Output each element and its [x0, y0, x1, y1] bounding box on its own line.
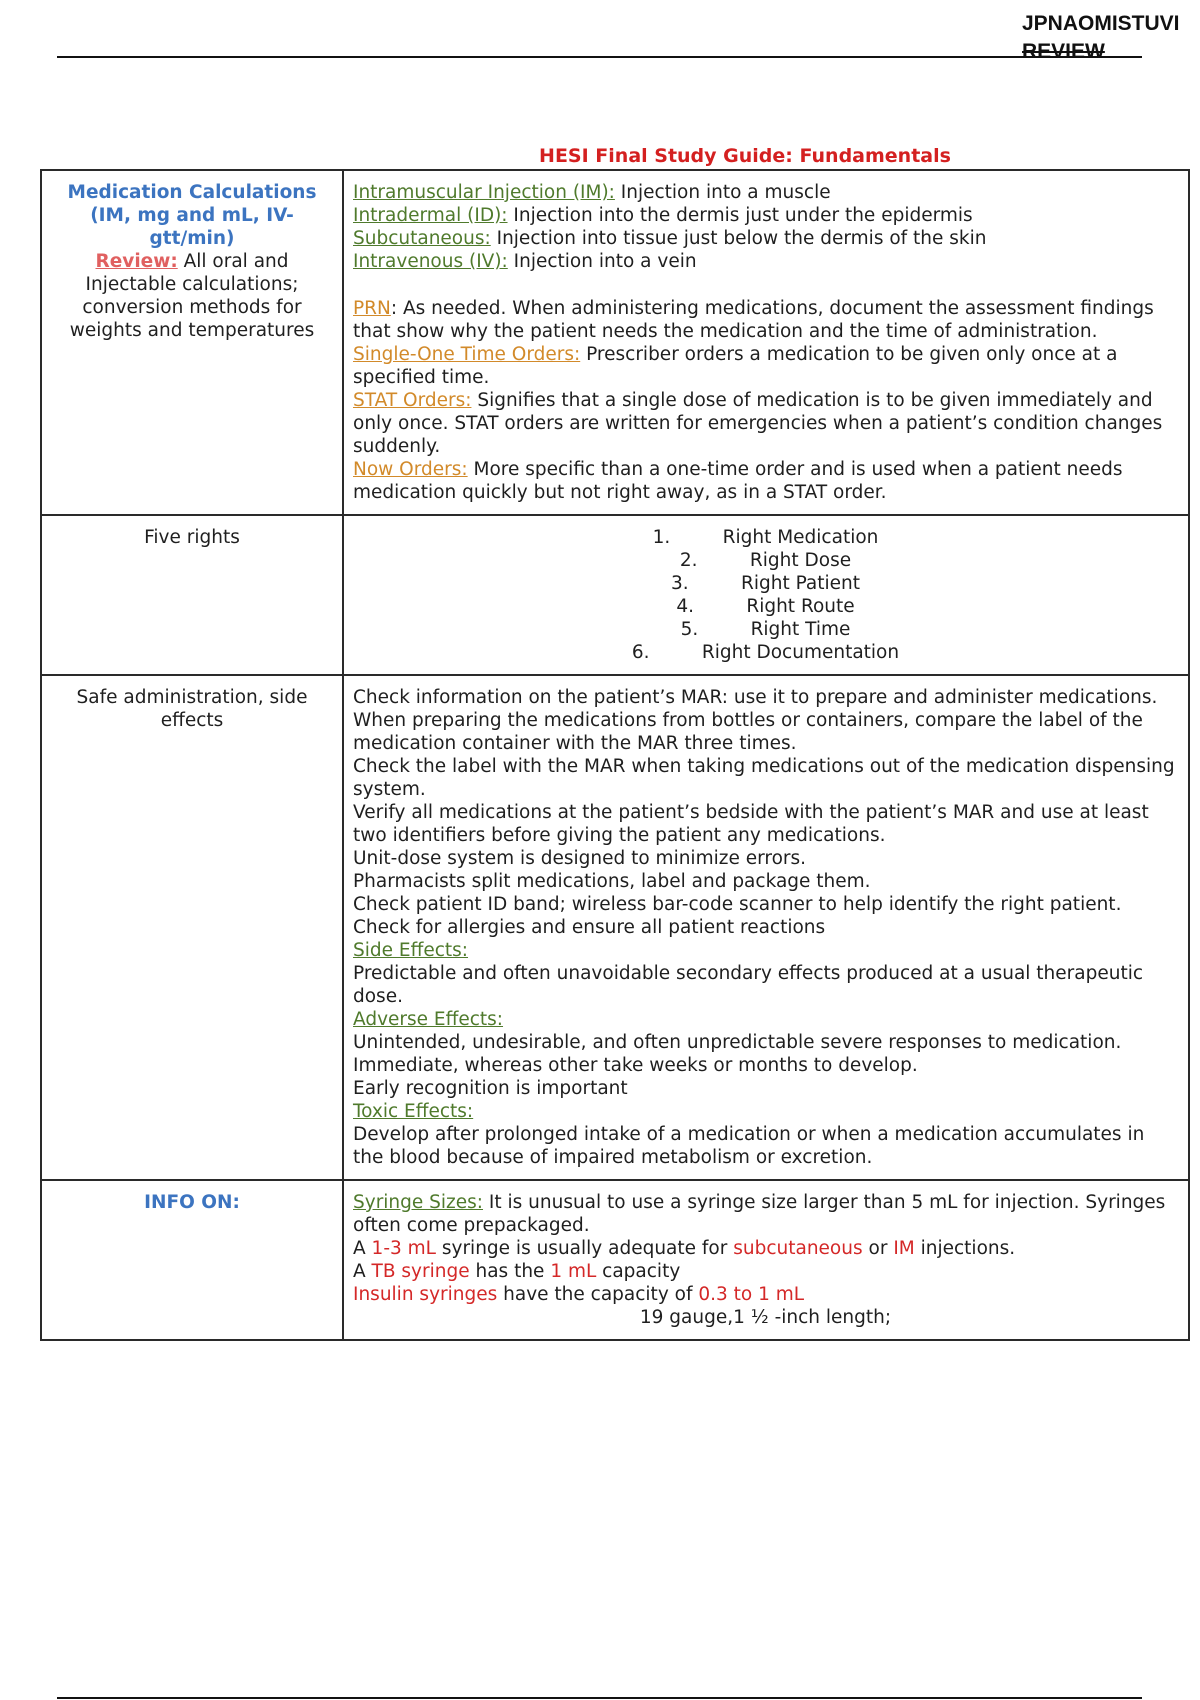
- list-label: Right Documentation: [701, 642, 900, 663]
- text-line: Pharmacists split medications, label and package them.: [353, 871, 871, 892]
- five-rights-list: [343, 515, 1189, 675]
- route-item: [353, 227, 1178, 250]
- row1-right-cell: [343, 170, 1189, 515]
- text-span: capacity: [596, 1261, 681, 1282]
- syringe-line-2: [353, 1237, 1178, 1260]
- toxic-effects-label: Toxic Effects:: [353, 1101, 474, 1122]
- study-guide-table: [40, 169, 1190, 1341]
- route-def: Injection into a muscle: [614, 182, 831, 203]
- header-brand: [1022, 10, 1180, 66]
- text-span: have the capacity of: [497, 1284, 699, 1305]
- review-text: All oral and Injectable calculations; conversion methods for weights and temperatures: [69, 251, 315, 341]
- route-term: Subcutaneous:: [353, 228, 491, 249]
- table-row-five-rights: [41, 515, 1189, 675]
- list-label: Right Patient: [740, 573, 860, 594]
- order-item: [353, 458, 1178, 504]
- order-term: STAT Orders:: [353, 390, 472, 411]
- list-label: Right Time: [750, 619, 851, 640]
- brand-line-1: JPNAOMISTUVI: [1022, 12, 1180, 35]
- gauge-line: 19 gauge,1 ½ -inch length;: [639, 1307, 892, 1328]
- review-label: Review:: [95, 251, 178, 272]
- list-number: 2.: [679, 550, 698, 571]
- text-line: When preparing the medications from bottles or containers, compare the label of the medication container with the MAR three times.: [353, 710, 1143, 754]
- highlight-span: 0.3 to 1 mL: [698, 1284, 805, 1305]
- list-item: [353, 572, 1178, 595]
- list-item: [353, 618, 1178, 641]
- row4-right-cell: [343, 1180, 1189, 1340]
- text-span: or: [862, 1238, 894, 1259]
- highlight-span: TB syringe: [371, 1261, 470, 1282]
- adverse-effects-line: Immediate, whereas other take weeks or months to develop.: [353, 1055, 918, 1076]
- document-title: HESI Final Study Guide: Fundamentals: [539, 145, 951, 167]
- route-item: [353, 181, 1178, 204]
- route-def: Injection into tissue just below the dermis of the skin: [490, 228, 987, 249]
- side-effects-text: Predictable and often unavoidable secondary effects produced at a usual therapeutic dose.: [353, 963, 1144, 1007]
- route-def: Injection into a vein: [507, 251, 697, 272]
- list-item: [353, 526, 1178, 549]
- text-span: syringe is usually adequate for: [435, 1238, 734, 1259]
- footer-rule: [57, 1697, 1142, 1699]
- list-item: [353, 549, 1178, 572]
- table-row-medication-calculations: [41, 170, 1189, 515]
- list-number: 5.: [680, 619, 699, 640]
- text-line: Verify all medications at the patient’s bedside with the patient’s MAR and use at least two identifiers before giving the patient any medications.: [353, 802, 1149, 846]
- list-item: [353, 641, 1178, 664]
- order-item: [353, 343, 1178, 389]
- text-span: injections.: [914, 1238, 1016, 1259]
- brand-line-2: REVIEW: [1022, 40, 1105, 63]
- order-item: [353, 389, 1178, 458]
- list-number: 6.: [631, 642, 650, 663]
- table-row-info-on: [41, 1180, 1189, 1340]
- highlight-span: Insulin syringes: [353, 1284, 498, 1305]
- review-note: [48, 250, 336, 342]
- text-span: has the: [469, 1261, 551, 1282]
- list-number: 1.: [652, 527, 671, 548]
- table-row-safe-administration: [41, 675, 1189, 1180]
- syringe-line-3: [353, 1260, 1178, 1283]
- text-line: Check patient ID band; wireless bar-code scanner to help identify the right patient.: [353, 894, 1122, 915]
- syringe-sizes-text: It is unusual to use a syringe size larger than 5 mL for injection. Syringes often come prepackaged.: [353, 1192, 1166, 1236]
- route-term: Intramuscular Injection (IM):: [353, 182, 615, 203]
- text-line: Check for allergies and ensure all patient reactions: [353, 917, 826, 938]
- order-term: Now Orders:: [353, 459, 468, 480]
- list-number: 4.: [676, 596, 694, 617]
- toxic-effects-text: Develop after prolonged intake of a medication or when a medication accumulates in the blood because of impaired metabolism or excretion.: [353, 1124, 1145, 1168]
- route-term: Intradermal (ID):: [353, 205, 508, 226]
- list-label: Right Route: [746, 596, 855, 617]
- row2-left-cell: Five rights: [41, 515, 343, 675]
- order-def: : As needed. When administering medications, document the assessment findings that show why the patient needs the medication and the time of administration.: [353, 298, 1154, 342]
- row1-left-cell: [41, 170, 343, 515]
- text-line: Unit-dose system is designed to minimize errors.: [353, 848, 807, 869]
- text-line: Check the label with the MAR when taking medications out of the medication dispensing system.: [353, 756, 1175, 800]
- row4-left-cell: [41, 1180, 343, 1340]
- row3-right-cell: [343, 675, 1189, 1180]
- list-label: Right Dose: [749, 550, 852, 571]
- list-label: Right Medication: [722, 527, 879, 548]
- order-def: Signifies that a single dose of medication is to be given immediately and only once. STAT orders are written for emergencies when a patient’s condition changes suddenly.: [353, 390, 1163, 457]
- text-span: A: [353, 1261, 372, 1282]
- adverse-effects-label: Adverse Effects:: [353, 1009, 504, 1030]
- route-def: Injection into the dermis just under the epidermis: [507, 205, 973, 226]
- highlight-span: 1-3 mL: [371, 1238, 436, 1259]
- order-def: More specific than a one-time order and is used when a patient needs medication quickly but not right away, as in a STAT order.: [353, 459, 1123, 503]
- side-effects-label: Side Effects:: [353, 940, 469, 961]
- list-item: [353, 595, 1178, 618]
- highlight-span: subcutaneous: [733, 1238, 863, 1259]
- adverse-effects-line: Early recognition is important: [353, 1078, 628, 1099]
- syringe-line-4: [353, 1283, 1178, 1306]
- adverse-effects-line: Unintended, undesirable, and often unpredictable severe responses to medication.: [353, 1032, 1122, 1053]
- header-rule: [57, 56, 1142, 58]
- list-number: 3.: [670, 573, 689, 594]
- syringe-sizes-line: [353, 1191, 1178, 1237]
- row3-left-cell: Safe administration, side effects: [41, 675, 343, 1180]
- order-def: Prescriber orders a medication to be given only once at a specified time.: [353, 344, 1118, 388]
- route-term: Intravenous (IV):: [353, 251, 508, 272]
- text-line: Check information on the patient’s MAR: use it to prepare and administer medications.: [353, 687, 1158, 708]
- medication-calculations-heading: Medication Calculations (IM, mg and mL, IV-gtt/min): [67, 182, 317, 249]
- highlight-span: IM: [893, 1238, 915, 1259]
- syringe-sizes-label: Syringe Sizes:: [353, 1192, 484, 1213]
- info-on-heading: INFO ON:: [144, 1192, 240, 1213]
- order-term: Single-One Time Orders:: [353, 344, 581, 365]
- route-item: [353, 204, 1178, 227]
- text-span: A: [353, 1238, 372, 1259]
- highlight-span: 1 mL: [550, 1261, 597, 1282]
- order-term: PRN: [353, 298, 391, 319]
- route-item: [353, 250, 1178, 273]
- order-item: [353, 297, 1178, 343]
